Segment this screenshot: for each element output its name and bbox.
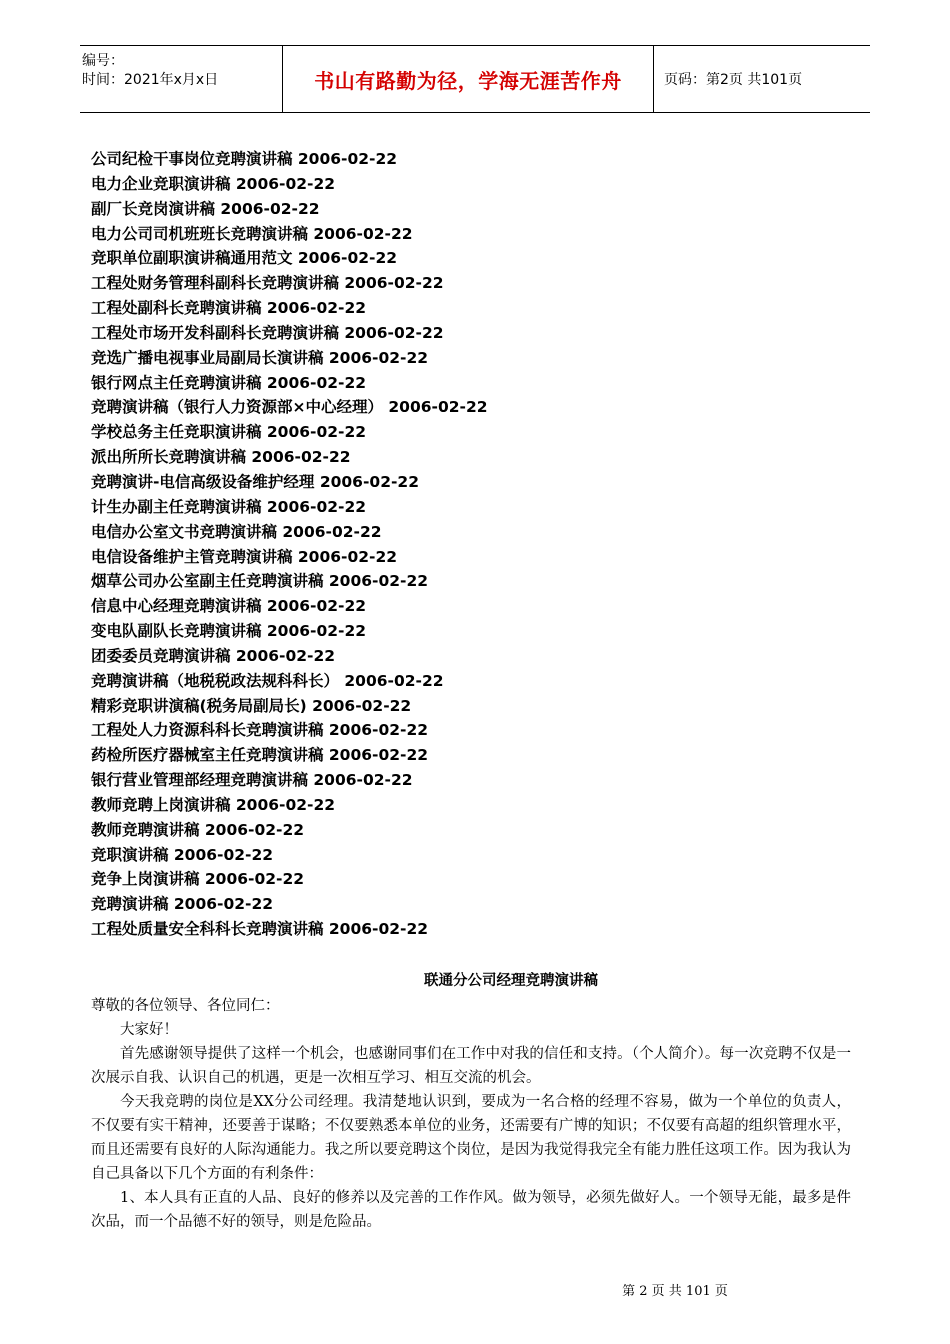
list-item: 竞职单位副职演讲稿通用范文 2006-02-22 — [91, 249, 398, 268]
list-item: 派出所所长竞聘演讲稿 2006-02-22 — [91, 448, 351, 467]
list-item: 烟草公司办公室副主任竞聘演讲稿 2006-02-22 — [91, 572, 429, 591]
list-item: 竞聘演讲稿（地税税政法规科科长） 2006-02-22 — [91, 671, 444, 690]
list-item: 计生办副主任竞聘演讲稿 2006-02-22 — [91, 497, 367, 516]
article-salutation: 尊敬的各位领导、各位同仁： — [91, 998, 280, 1014]
list-item: 教师竞聘演讲稿 2006-02-22 — [91, 820, 305, 839]
list-item: 药检所医疗器械室主任竞聘演讲稿 2006-02-22 — [91, 746, 429, 765]
page-footer: 第 2 页 共 101 页 — [622, 1284, 728, 1299]
header-meta — [80, 46, 282, 112]
article-greeting: 大家好！ — [120, 1022, 178, 1038]
document-time-label: 时间：2021年x月x日 — [82, 72, 219, 88]
page-header — [80, 45, 870, 113]
list-item: 电力企业竞职演讲稿 2006-02-22 — [91, 174, 336, 193]
list-item: 电信办公室文书竞聘演讲稿 2006-02-22 — [91, 522, 382, 541]
document-number-label: 编号： — [82, 53, 124, 69]
list-item: 竞聘演讲-电信高级设备维护经理 2006-02-22 — [91, 472, 419, 491]
list-item: 副厂长竞岗演讲稿 2006-02-22 — [91, 199, 320, 218]
list-item: 竞争上岗演讲稿 2006-02-22 — [91, 870, 305, 889]
list-item: 竞聘演讲稿（银行人力资源部×中心经理） 2006-02-22 — [91, 398, 488, 417]
list-item: 工程处市场开发科副科长竞聘演讲稿 2006-02-22 — [91, 323, 444, 342]
list-item: 工程处副科长竞聘演讲稿 2006-02-22 — [91, 299, 367, 318]
list-item: 竞聘演讲稿 2006-02-22 — [91, 895, 274, 914]
list-item: 信息中心经理竞聘演讲稿 2006-02-22 — [91, 597, 367, 616]
list-item: 公司纪检干事岗位竞聘演讲稿 2006-02-22 — [91, 150, 398, 168]
article-list — [91, 147, 851, 942]
header-page-info: 页码：第2页 共101页 — [664, 72, 803, 88]
header-motto: 书山有路勤为径，学海无涯苦作舟 — [282, 46, 654, 112]
list-item: 银行营业管理部经理竞聘演讲稿 2006-02-22 — [91, 771, 413, 790]
list-item: 团委委员竞聘演讲稿 2006-02-22 — [91, 646, 336, 665]
list-item: 学校总务主任竞职演讲稿 2006-02-22 — [91, 423, 367, 442]
list-item: 竞选广播电视事业局副局长演讲稿 2006-02-22 — [91, 348, 429, 367]
list-item: 工程处财务管理科副科长竞聘演讲稿 2006-02-22 — [91, 274, 444, 293]
article — [91, 968, 851, 1234]
list-item: 工程处质量安全科科长竞聘演讲稿 2006-02-22 — [91, 920, 429, 939]
article-paragraph: 1、本人具有正直的人品、良好的修养以及完善的工作作风。做为领导，必须先做好人。一个领导无能，最多是件次品，而一个品德不好的领导，则是危险品。 — [91, 1190, 851, 1230]
list-item: 电信设备维护主管竞聘演讲稿 2006-02-22 — [91, 547, 398, 566]
article-paragraph: 首先感谢领导提供了这样一个机会，也感谢同事们在工作中对我的信任和支持。（个人简介）。每一次竞聘不仅是一次展示自我、认识自己的机遇，更是一次相互学习、相互交流的机会。 — [91, 1046, 851, 1086]
list-item: 电力公司司机班班长竞聘演讲稿 2006-02-22 — [91, 224, 413, 243]
list-item: 工程处人力资源科科长竞聘演讲稿 2006-02-22 — [91, 721, 429, 740]
list-item: 精彩竞职讲演稿(税务局副局长) 2006-02-22 — [91, 696, 412, 715]
article-paragraph: 今天我竞聘的岗位是XX分公司经理。我清楚地认识到，要成为一名合格的经理不容易，做为一个单位的负责人，不仅要有实干精神，还要善于谋略；不仅要熟悉本单位的业务，还需要有广博的知识；不仅要有高超的组织管理水平，而且还需要有良好的人际沟通能力。我之所以要竞聘这个岗位，是因为我觉得我完全有能力胜任这项工作。因为我认为自己具备以下几个方面的有利条件： — [91, 1094, 851, 1182]
article-title: 联通分公司经理竞聘演讲稿 — [424, 973, 598, 989]
list-item: 竞职演讲稿 2006-02-22 — [91, 845, 274, 864]
list-item: 教师竞聘上岗演讲稿 2006-02-22 — [91, 795, 336, 814]
list-item: 变电队副队长竞聘演讲稿 2006-02-22 — [91, 622, 367, 641]
list-item: 银行网点主任竞聘演讲稿 2006-02-22 — [91, 373, 367, 392]
